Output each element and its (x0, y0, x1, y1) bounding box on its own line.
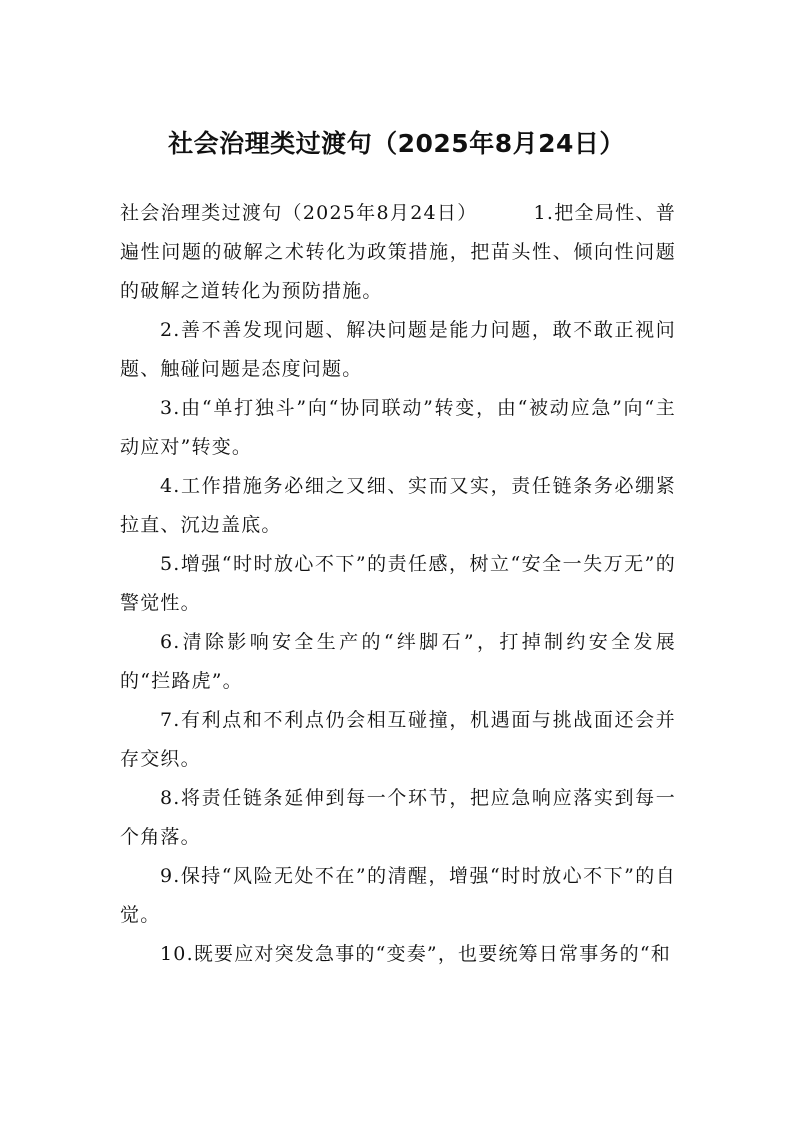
paragraph-5: 5.增强“时时放心不下”的责任感，树立“安全一失万无”的警觉性。 (120, 553, 676, 614)
paragraph-6: 6.清除影响安全生产的“绊脚石”，打掉制约安全发展的“拦路虎”。 (120, 631, 676, 692)
paragraph-9: 9.保持“风险无处不在”的清醒，增强“时时放心不下”的自觉。 (120, 865, 676, 926)
intro-paragraph (120, 194, 676, 311)
document-body (120, 194, 676, 974)
intro-heading: 社会治理类过渡句（2025年8月24日） (120, 202, 478, 224)
paragraph-3: 3.由“单打独斗”向“协同联动”转变，由“被动应急”向“主动应对”转变。 (120, 397, 676, 458)
paragraph-4: 4.工作措施务必细之又细、实而又实，责任链条务必绷紧拉直、沉边盖底。 (120, 475, 676, 536)
paragraph-7: 7.有利点和不利点仍会相互碰撞，机遇面与挑战面还会并存交织。 (120, 709, 676, 770)
paragraph-10: 10.既要应对突发急事的“变奏”，也要统筹日常事务的“和 (160, 943, 671, 965)
document-title: 社会治理类过渡句（2025年8月24日） (168, 129, 625, 158)
paragraph-8: 8.将责任链条延伸到每一个环节，把应急响应落实到每一个角落。 (120, 787, 676, 848)
paragraph-1: 1.把全局性、普遍性问题的破解之术转化为政策措施，把苗头性、倾向性问题的破解之道转化为预防措施。 (120, 202, 676, 302)
paragraph-2: 2.善不善发现问题、解决问题是能力问题，敢不敢正视问题、触碰问题是态度问题。 (120, 319, 676, 380)
